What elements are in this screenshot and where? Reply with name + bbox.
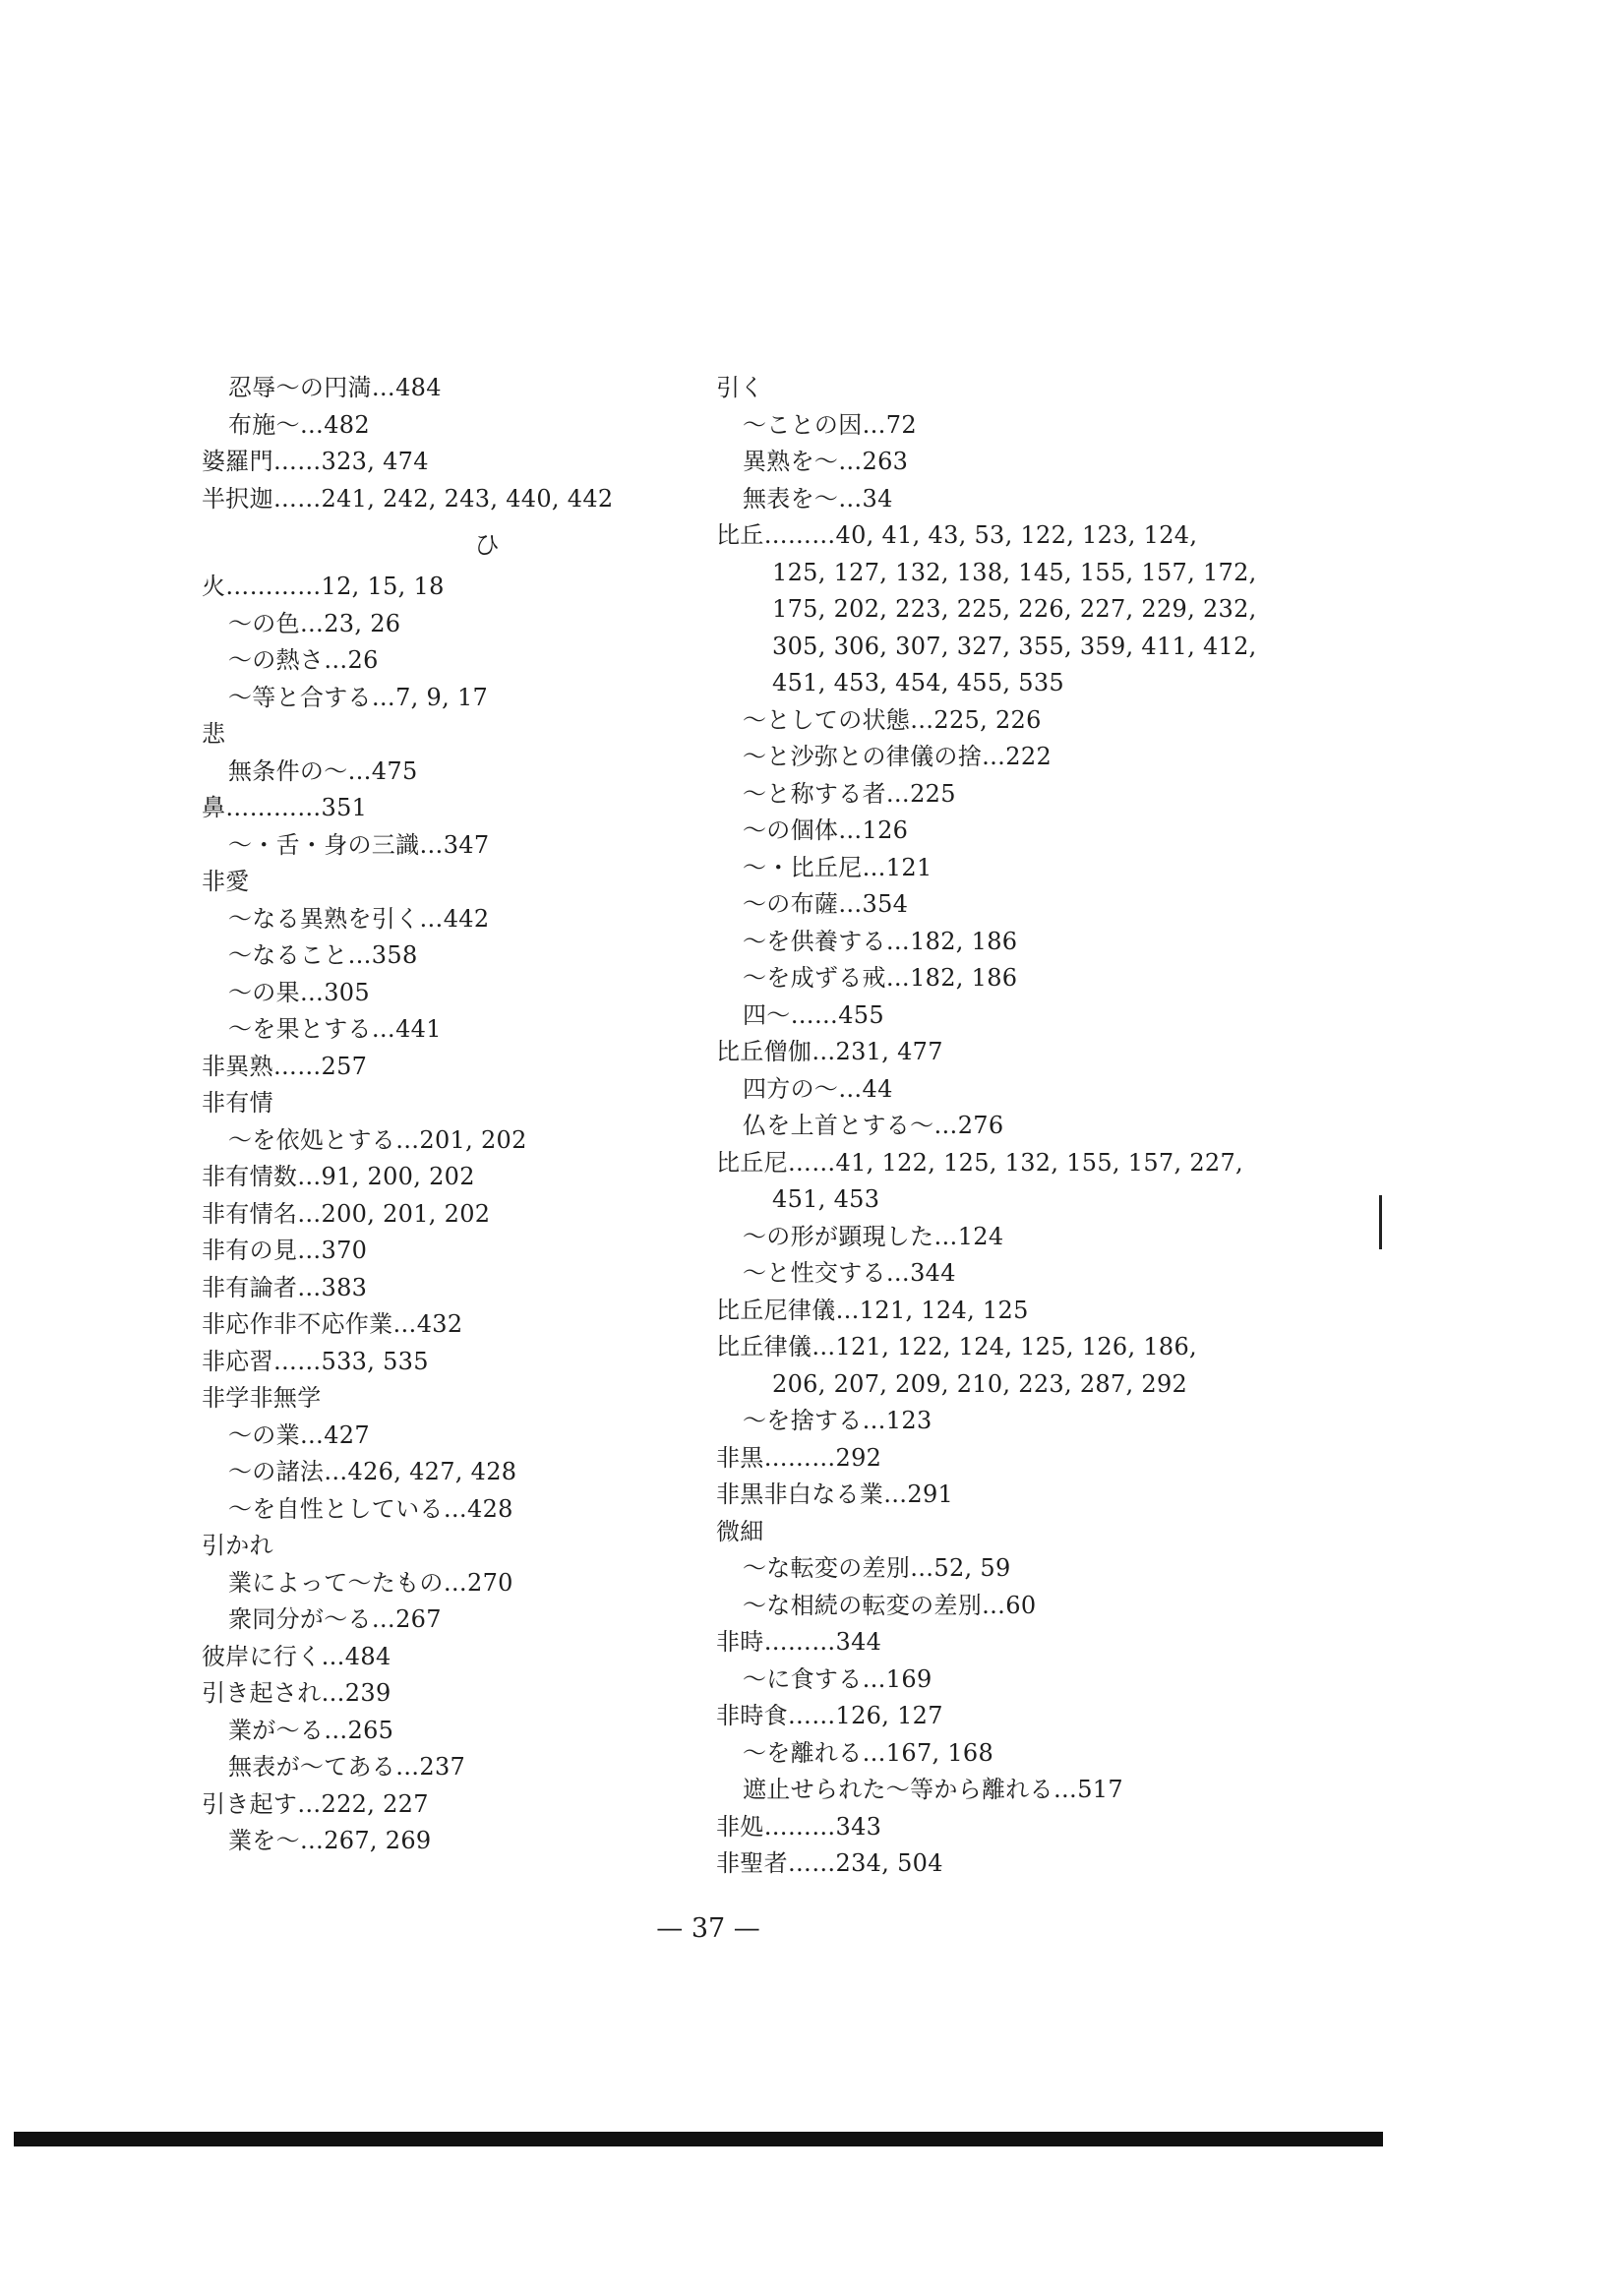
- index-subentry: 遮止せられた～等から離れる…517: [743, 1776, 1123, 1803]
- index-entry: 非学非無学: [202, 1384, 322, 1412]
- index-column-left: [202, 370, 693, 1860]
- index-entry: 非愛: [202, 868, 250, 895]
- index-subentry: ～を依処とする…201, 202: [228, 1125, 527, 1154]
- index-subentry: ～の色…23, 26: [228, 609, 401, 637]
- index-entry: 微細: [716, 1517, 764, 1545]
- index-subentry: 無表が～てある…237: [228, 1753, 466, 1781]
- index-entry: 比丘律儀…121, 122, 124, 125, 126, 186,: [716, 1333, 1197, 1360]
- index-subentry: ～と称する者…225: [743, 779, 956, 808]
- index-continuation: 206, 207, 209, 210, 223, 287, 292: [772, 1369, 1188, 1398]
- index-entry: 非黒………292: [716, 1443, 882, 1472]
- index-entry: 悲: [202, 720, 226, 748]
- index-entry: 半択迦……241, 242, 243, 440, 442: [202, 484, 614, 513]
- index-subentry: ～の形が顕現した…124: [743, 1222, 1004, 1250]
- index-entry: 彼岸に行く…484: [202, 1642, 391, 1670]
- index-entry: 非有情: [202, 1089, 273, 1117]
- index-entry: 火…………12, 15, 18: [202, 573, 445, 600]
- index-subentry: ～を自性としている…428: [228, 1494, 513, 1523]
- section-heading: ひ: [473, 531, 501, 561]
- index-subentry: ～と沙弥との律儀の捨…222: [743, 743, 1053, 770]
- index-entry: 非応作非不応作業…432: [202, 1310, 463, 1338]
- index-entry: 比丘………40, 41, 43, 53, 122, 123, 124,: [716, 521, 1198, 549]
- index-entry: 非有情名…200, 201, 202: [202, 1199, 491, 1228]
- index-subentry: ～としての状態…225, 226: [743, 705, 1042, 734]
- index-subentry: 四～……455: [743, 1000, 884, 1029]
- index-continuation: 125, 127, 132, 138, 145, 155, 157, 172,: [772, 558, 1257, 586]
- index-entry: 非有情数…91, 200, 202: [202, 1163, 475, 1190]
- index-subentry: 忍辱～の円満…484: [228, 374, 442, 401]
- index-entry: 比丘尼……41, 122, 125, 132, 155, 157, 227,: [716, 1148, 1243, 1177]
- index-column-right: [716, 370, 1267, 1883]
- index-entry: 引く: [716, 374, 764, 401]
- index-continuation: 305, 306, 307, 327, 355, 359, 411, 412,: [772, 632, 1257, 660]
- index-entry: 非有の見…370: [202, 1237, 368, 1264]
- index-subentry: ～なる異熟を引く…442: [228, 904, 490, 933]
- index-entry: 非時食……126, 127: [716, 1702, 943, 1729]
- index-subentry: 布施～…482: [228, 410, 370, 439]
- index-entry: 比丘僧伽…231, 477: [716, 1038, 943, 1065]
- index-entry: 比丘尼律儀…121, 124, 125: [716, 1296, 1029, 1324]
- index-subentry: ～に食する…169: [743, 1664, 932, 1693]
- index-subentry: 業を～…267, 269: [228, 1827, 432, 1854]
- index-subentry: ～を供養する…182, 186: [743, 927, 1018, 955]
- index-subentry: 無条件の～…475: [228, 756, 418, 785]
- index-subentry: ～等と合する…7, 9, 17: [228, 683, 489, 711]
- index-subentry: ～ことの因…72: [743, 410, 917, 439]
- index-subentry: ～の業…427: [228, 1420, 370, 1449]
- index-entry: 非聖者……234, 504: [716, 1849, 943, 1877]
- index-subentry: ～・比丘尼…121: [743, 853, 932, 881]
- index-continuation: 175, 202, 223, 225, 226, 227, 229, 232,: [772, 595, 1257, 623]
- index-subentry: ～を果とする…441: [228, 1015, 442, 1043]
- index-subentry: 仏を上首とする～…276: [743, 1112, 1004, 1139]
- index-continuation: 451, 453, 454, 455, 535: [772, 669, 1064, 696]
- index-entry: 非異熟……257: [202, 1052, 368, 1080]
- index-subentry: ～な転変の差別…52, 59: [743, 1554, 1011, 1582]
- page-number: — 37 —: [656, 1913, 760, 1944]
- index-entry: 非処………343: [716, 1812, 882, 1841]
- index-entry: 非有論者…383: [202, 1273, 368, 1301]
- index-entry: 引き起され…239: [202, 1679, 391, 1707]
- index-entry: 非応習……533, 535: [202, 1347, 429, 1375]
- index-subentry: ～の果…305: [228, 978, 370, 1006]
- index-subentry: ～を離れる…167, 168: [743, 1738, 994, 1767]
- index-entry: 引き起す…222, 227: [202, 1789, 429, 1818]
- index-subentry: ～なること…358: [228, 941, 418, 969]
- index-subentry: 業が～る…265: [228, 1716, 394, 1744]
- index-subentry: ～の諸法…426, 427, 428: [228, 1458, 517, 1485]
- index-subentry: ～と性交する…344: [743, 1259, 956, 1287]
- index-continuation: 451, 453: [772, 1185, 880, 1213]
- index-subentry: ～を成ずる戒…182, 186: [743, 964, 1018, 992]
- index-entry: 婆羅門……323, 474: [202, 448, 429, 475]
- index-subentry: 衆同分が～る…267: [228, 1605, 442, 1633]
- index-entry: 鼻…………351: [202, 794, 368, 821]
- index-subentry: ～・舌・身の三識…347: [228, 830, 490, 859]
- margin-mark: [1379, 1195, 1382, 1249]
- index-subentry: ～の熱さ…26: [228, 646, 379, 674]
- index-entry: 非黒非白なる業…291: [716, 1480, 954, 1508]
- scan-edge-bar: [14, 2132, 1383, 2146]
- index-subentry: 業によって～たもの…270: [228, 1568, 513, 1597]
- index-subentry: ～な相続の転変の差別…60: [743, 1591, 1037, 1619]
- index-subentry: 異熟を～…263: [743, 448, 909, 475]
- index-subentry: ～を捨する…123: [743, 1407, 932, 1434]
- index-subentry: ～の布薩…354: [743, 890, 909, 918]
- index-subentry: 四方の～…44: [743, 1074, 893, 1103]
- index-entry: 引かれ: [202, 1532, 273, 1559]
- index-entry: 非時………344: [716, 1628, 882, 1656]
- index-subentry: ～の個体…126: [743, 816, 909, 844]
- index-subentry: 無表を～…34: [743, 484, 893, 513]
